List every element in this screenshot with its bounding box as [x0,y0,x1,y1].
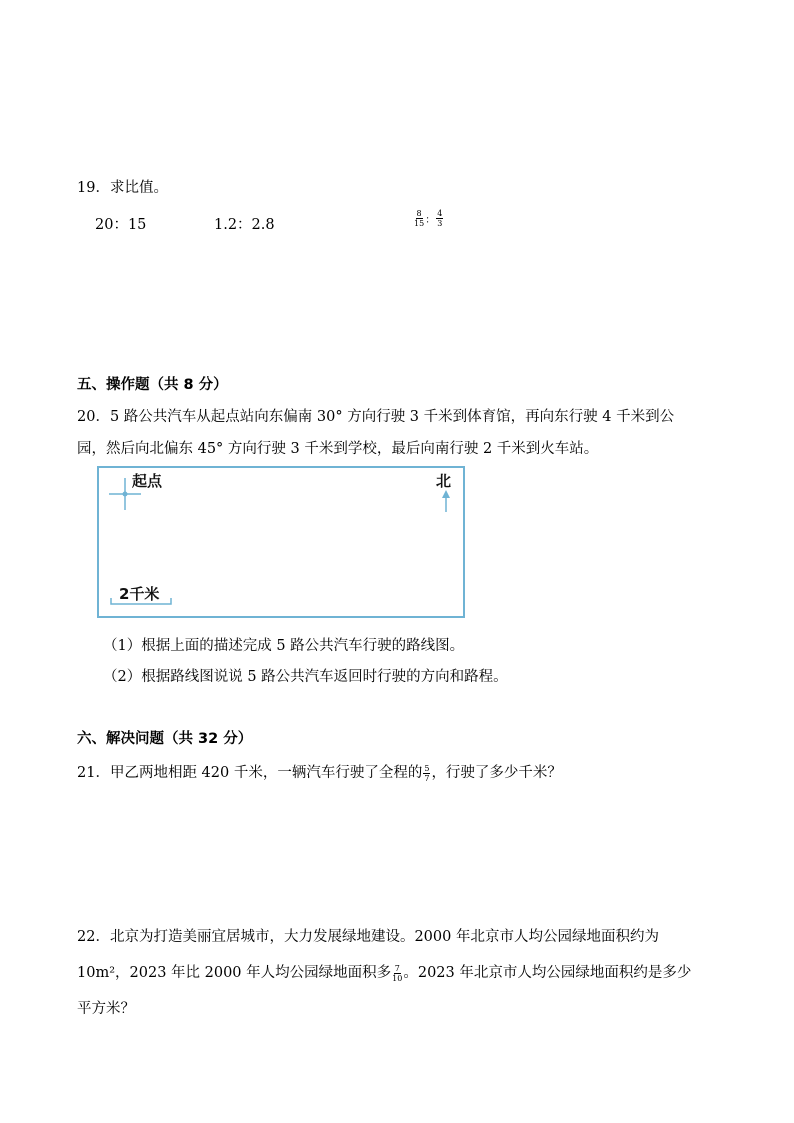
fraction-numerator: 7 [394,963,400,973]
section-heading-5: 五、操作题（共 8 分） [77,377,228,393]
route-diagram [97,466,465,618]
q20-line-1: 20．5 路公共汽车从起点站向东偏南 30° 方向行驶 3 千米到体育馆，再向东行驶 4 千米到公 [77,409,675,425]
fraction-numerator: 5 [424,763,430,773]
fraction-numerator: 4 [437,209,443,218]
ratio-separator: ： [425,215,436,226]
q19-item-2: 1.2：2.8 [214,217,275,233]
q19-item-3 [413,208,444,228]
q22-text-pre: 10m²，2023 年比 2000 年人均公园绿地面积多 [77,965,392,981]
q20-line-2: 园，然后向北偏东 45° 方向行驶 3 千米到学校，最后向南行驶 2 千米到火车站。 [77,441,599,457]
q22-line-3: 平方米？ [77,1001,135,1017]
q21-text-post: ，行驶了多少千米？ [431,765,562,781]
north-label: 北 [436,472,452,490]
fraction-denominator: 3 [437,219,443,228]
fraction [392,964,402,983]
fraction [414,209,424,228]
fraction-denominator: 10 [392,973,403,983]
q20-sub-2: （2）根据路线图说说 5 路公共汽车返回时行驶的方向和路程。 [103,669,508,685]
start-point [123,492,128,497]
start-label: 起点 [132,472,163,490]
q21-text-pre: 21．甲乙两地相距 420 千米，一辆汽车行驶了全程的 [77,765,423,781]
q22-line-1: 22．北京为打造美丽宜居城市，大力发展绿地建设。2000 年北京市人均公园绿地面积约为 [77,929,659,945]
q21 [77,761,562,783]
scale-label: 2千米 [119,585,160,603]
fraction-denominator: 7 [424,773,430,783]
q19-item-1: 20：15 [95,217,147,233]
q22-text-post: 。2023 年北京市人均公园绿地面积约是多少 [403,965,692,981]
section-heading-6: 六、解决问题（共 32 分） [77,731,253,747]
q20-sub-1: （1）根据上面的描述完成 5 路公共汽车行驶的路线图。 [103,638,465,654]
fraction [423,764,430,783]
q22-line-2 [77,961,691,983]
fraction-denominator: 15 [414,219,425,228]
north-arrow-head [442,490,450,498]
fraction-numerator: 8 [416,209,422,218]
q19-title: 19．求比值。 [77,180,168,196]
fraction [436,209,443,228]
